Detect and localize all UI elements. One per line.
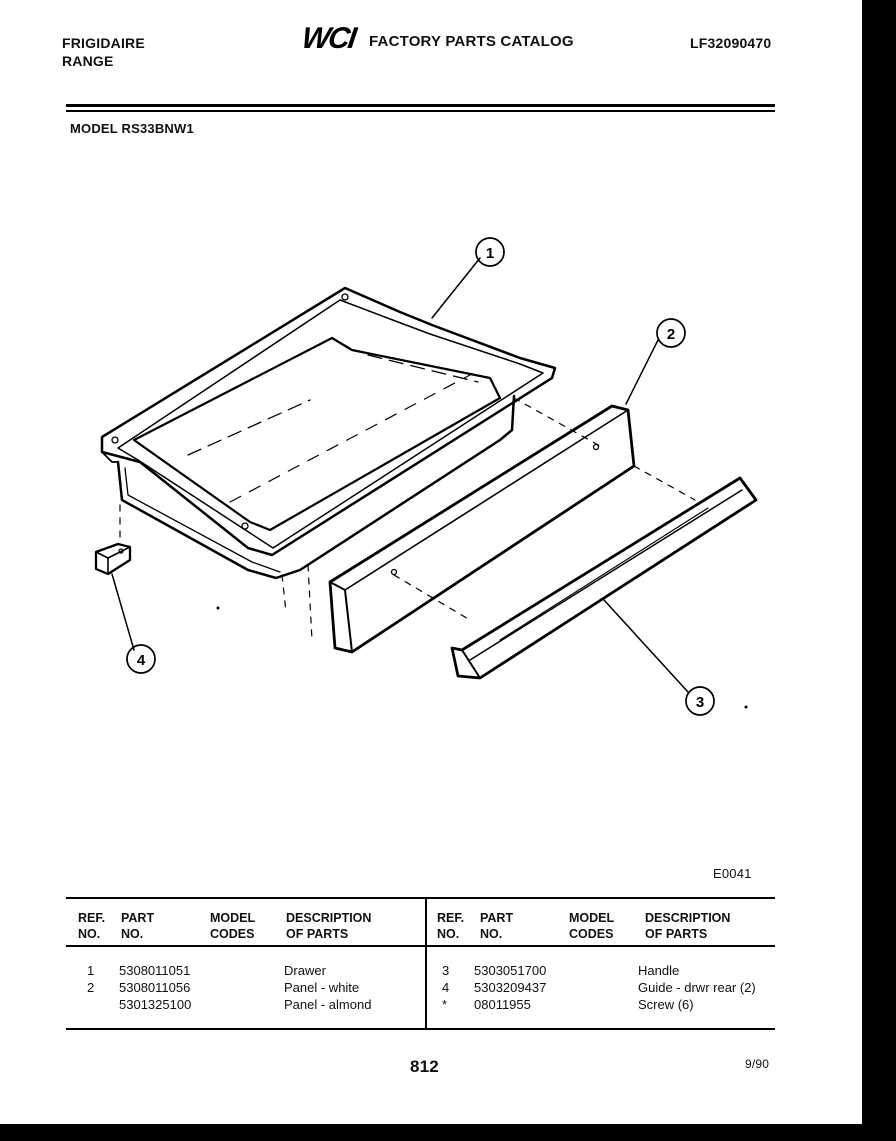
part-number-cell: 5301325100 [119, 997, 192, 1012]
table-divider [425, 899, 427, 1029]
page-number: 812 [410, 1057, 439, 1076]
part-number-cell: 5308011051 [119, 963, 191, 978]
description-cell: Guide - drwr rear (2) [638, 980, 756, 995]
ref-cell: 1 [87, 963, 95, 978]
header-model-codes: MODEL CODES [210, 911, 256, 941]
table-bottom-rule [66, 1028, 775, 1030]
header-part-no: PART NO. [121, 911, 155, 941]
callout-label-1: 1 [485, 245, 495, 262]
ref-cell: 2 [87, 980, 95, 995]
description-cell: Panel - almond [284, 997, 372, 1012]
alignment-lines [120, 398, 695, 640]
handle-part [452, 478, 756, 678]
drawer-panel-part [330, 406, 634, 652]
part-number-cell: 5308011056 [119, 980, 191, 995]
wci-logo: WCI [299, 22, 357, 55]
ref-cell: 3 [442, 963, 450, 978]
description-cell: Screw (6) [638, 997, 694, 1012]
header-description: DESCRIPTION OF PARTS [645, 911, 731, 941]
header-part-no: PART NO. [480, 911, 514, 941]
description-cell: Drawer [284, 963, 326, 978]
callout-label-4: 4 [136, 652, 146, 669]
catalog-date: 9/90 [745, 1057, 770, 1071]
brand-name: FRIGIDAIRE [62, 35, 145, 51]
callout-label-3: 3 [695, 694, 705, 711]
table-top-rule [66, 897, 775, 899]
ref-cell: 4 [442, 980, 450, 995]
part-number-cell: 08011955 [474, 997, 531, 1012]
table-header-rule [66, 945, 775, 947]
guide-bracket-part [96, 544, 130, 574]
part-number-cell: 5303051700 [474, 963, 547, 978]
header-description: DESCRIPTION OF PARTS [286, 911, 372, 941]
ref-cell: * [442, 997, 448, 1012]
header-ref-no: REF. NO. [437, 911, 465, 941]
description-cell: Handle [638, 963, 680, 978]
document-number: LF32090470 [690, 35, 772, 51]
header-model-codes: MODEL CODES [569, 911, 615, 941]
part-number-cell: 5303209437 [474, 980, 547, 995]
model-number: MODEL RS33BNW1 [70, 121, 194, 136]
header-ref-no: REF. NO. [78, 911, 106, 941]
figure-code: E0041 [713, 866, 752, 881]
catalog-title: FACTORY PARTS CATALOG [369, 33, 574, 50]
drawer-part [102, 288, 555, 578]
description-cell: Panel - white [284, 980, 360, 995]
product-type: RANGE [62, 53, 114, 69]
callout-label-2: 2 [666, 326, 676, 343]
